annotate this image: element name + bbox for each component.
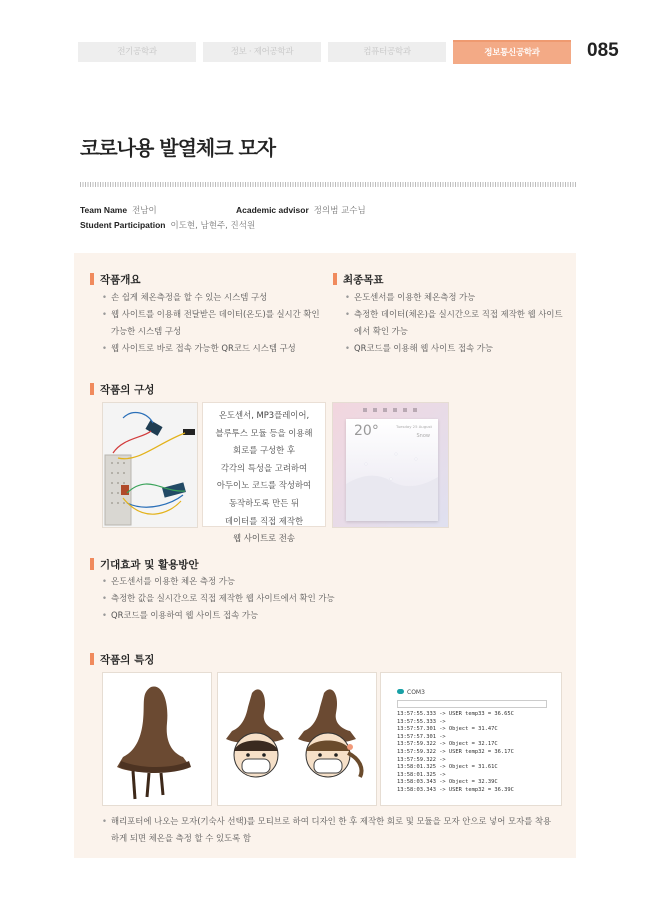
list-item: • QR코드를 이용하여 웹 사이트 접속 가능: [101, 607, 561, 624]
advisor-label: Academic advisor: [236, 205, 309, 215]
effects-heading-text: 기대효과 및 활용방안: [100, 559, 199, 571]
hat-photo: [102, 672, 212, 806]
serial-line: 13:57:57.301 ->: [397, 733, 446, 740]
desc-line: 동작하도록 만든 뒤: [228, 497, 300, 508]
list-item: • 웹 사이트를 이용해 전달받은 데이터(온도)를 실시간 확인: [101, 306, 331, 323]
section-effects-heading: [90, 557, 199, 572]
participation: [80, 219, 255, 231]
desc-line: 아두이노 코드를 작성하여: [216, 480, 312, 491]
list-item: • 측정한 데이터(체온)을 실시간으로 직접 제작한 웹 사이트: [344, 306, 574, 323]
section-overview-heading: [90, 272, 141, 287]
tab-computer[interactable]: 컴퓨터공학과: [328, 42, 446, 62]
desc-line: 웹 사이트로 전송: [233, 533, 295, 544]
dotted-divider: [80, 182, 576, 187]
list-item-cont: 하게 되면 체온을 측정 할 수 있도록 함: [111, 833, 251, 843]
serial-line: 13:57:57.301 -> Object = 31.47C: [397, 726, 498, 733]
effects-list: [101, 573, 561, 624]
goal-heading-text: 최종목표: [343, 274, 384, 286]
list-item: • 해리포터에 나오는 모자(기숙사 선택)를 모티브로 하여 디자인 한 후 제작한 회로 및 모듈을 모자 안으로 넣어 모자를 착용: [101, 813, 571, 830]
team-name-value: 전남이: [132, 206, 157, 216]
list-item: • QR코드를 이용해 웹 사이트 접속 가능: [344, 340, 574, 357]
serial-monitor-screenshot: [380, 672, 562, 806]
overview-heading-text: 작품개요: [100, 274, 141, 286]
weather-temp: 20°: [354, 423, 379, 439]
list-item-cont: 에서 확인 가능: [354, 326, 408, 336]
desc-line: 온도센서, MP3플레이어,: [218, 410, 310, 420]
page-title: 코로나용 발열체크 모자: [80, 136, 276, 160]
list-item: • 손 쉽게 체온측정을 할 수 있는 시스템 구성: [101, 289, 331, 306]
desc-line: 데이터를 직접 제작한: [224, 515, 304, 526]
team-name-label: Team Name: [80, 205, 128, 215]
composition-heading-text: 작품의 구성: [100, 384, 155, 396]
weather-web-screenshot: [332, 402, 449, 528]
serial-line: 13:57:59.322 -> Object = 32.17C: [397, 741, 498, 748]
section-composition-heading: [90, 382, 154, 397]
arduino-icon: [397, 689, 404, 694]
desc-line: 블루투스 모듈 등을 이용해: [215, 427, 313, 438]
serial-line: 13:57:55.333 ->: [397, 718, 446, 725]
section-goal-heading: [333, 272, 384, 287]
toolbar-icons: [363, 408, 423, 412]
list-item-cont: 가능한 시스템 구성: [111, 326, 182, 336]
weather-card: [346, 419, 438, 521]
serial-line: 13:58:01.325 -> Object = 31.61C: [397, 764, 498, 771]
participation-value: 이도현, 남현주, 진석원: [170, 221, 256, 231]
serial-port-label: COM3: [407, 689, 425, 696]
serial-line: 13:57:59.322 ->: [397, 756, 446, 763]
character-illustration: [217, 672, 377, 806]
circuit-illustration: [103, 403, 197, 527]
serial-title-bar: [397, 689, 425, 696]
goal-list: [344, 289, 574, 357]
features-list: [101, 813, 571, 847]
desc-line: 각각의 특성을 고려하여: [220, 462, 308, 473]
serial-line: 13:58:01.325 ->: [397, 771, 446, 778]
serial-output: [397, 711, 514, 795]
hat-characters-icon: [218, 673, 376, 805]
serial-line: 13:58:03.343 -> USER temp32 = 36.39C: [397, 786, 514, 793]
serial-input[interactable]: [397, 700, 547, 708]
list-item: • 측정한 값을 실시간으로 직접 제작한 웹 사이트에서 확인 가능: [101, 590, 561, 607]
advisor: [236, 204, 366, 216]
weather-condition: Snow: [416, 433, 430, 439]
participation-label: Student Participation: [80, 220, 166, 230]
page-number: 085: [587, 40, 619, 61]
list-item: • 온도센서를 이용한 체온 측정 가능: [101, 573, 561, 590]
team-name: [80, 204, 157, 216]
advisor-value: 정의범 교수님: [313, 206, 366, 216]
list-item: • 온도센서를 이용한 체온측정 가능: [344, 289, 574, 306]
overview-list: [101, 289, 331, 357]
serial-line: 13:57:59.322 -> USER temp32 = 36.17C: [397, 748, 514, 755]
snow-icon: [346, 419, 438, 521]
composition-description: [202, 402, 326, 544]
serial-line: 13:57:55.333 -> USER temp33 = 36.65C: [397, 711, 514, 717]
features-heading-text: 작품의 특징: [100, 654, 155, 666]
list-item: • 웹 사이트로 바로 접속 가능한 QR코드 시스템 구성: [101, 340, 331, 357]
weather-date: Tuesday 25 August: [396, 424, 432, 429]
tab-infocomm[interactable]: 정보통신공학과: [453, 40, 571, 64]
hat-icon: [103, 673, 211, 805]
tab-electrical[interactable]: 전기공학과: [78, 42, 196, 62]
section-features-heading: [90, 652, 154, 667]
tab-control[interactable]: 정보 · 제어공학과: [203, 42, 321, 62]
serial-line: 13:58:03.343 -> Object = 32.39C: [397, 779, 498, 786]
circuit-photo: [102, 402, 198, 528]
desc-line: 회로를 구성한 후: [233, 445, 295, 456]
